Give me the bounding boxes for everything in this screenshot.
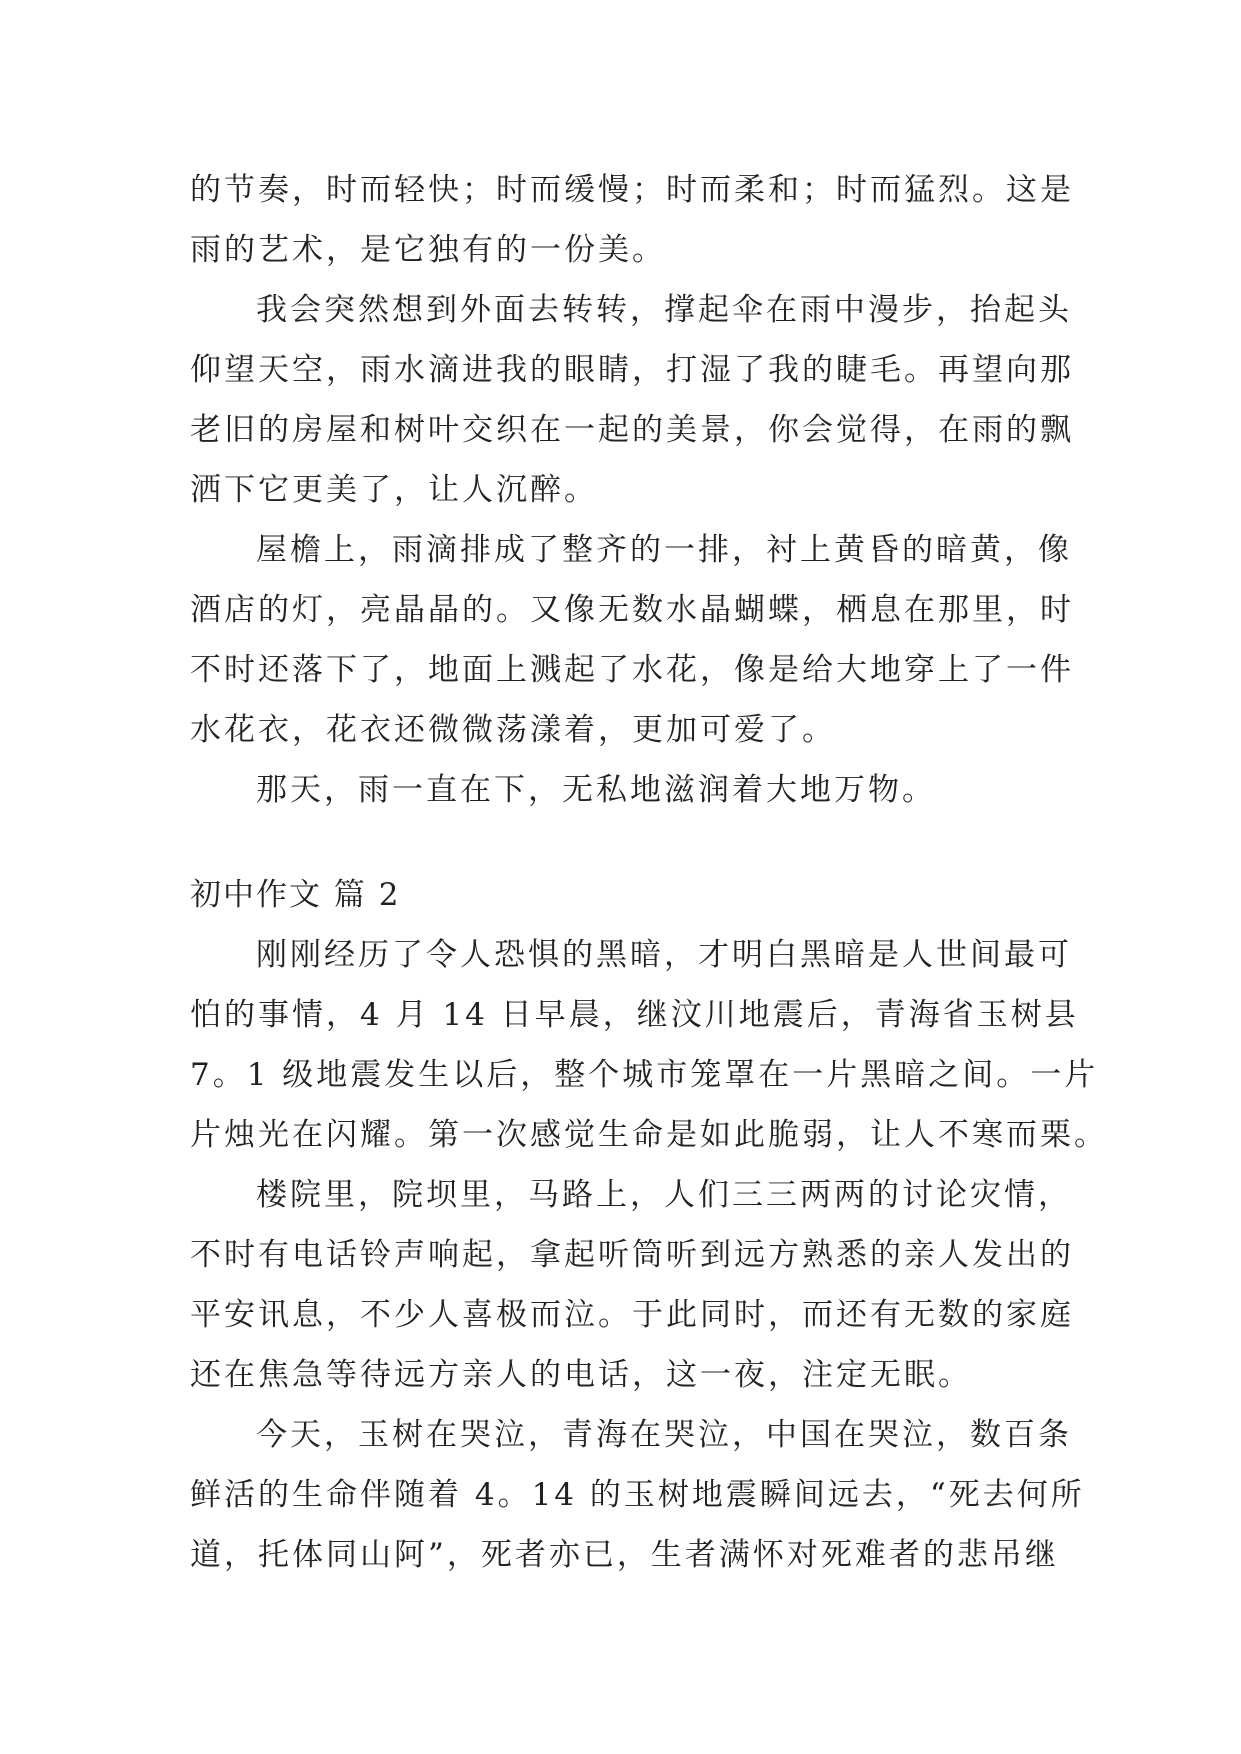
text-line: 洒下它更美了，让人沉醉。 <box>190 472 598 508</box>
text-line: 平安讯息，不少人喜极而泣。于此同时，而还有无数的家庭 <box>190 1297 1074 1333</box>
paragraph <box>190 760 1050 820</box>
section-gap <box>190 820 1050 865</box>
text-line: 那天，雨一直在下，无私地滋润着大地万物。 <box>256 772 936 808</box>
section-1 <box>190 160 1074 820</box>
text-line: 水花衣，花衣还微微荡漾着，更加可爱了。 <box>190 712 836 748</box>
document-body <box>190 160 1108 1585</box>
text-line: 今天，玉树在哭泣，青海在哭泣，中国在哭泣，数百条 <box>256 1417 1072 1453</box>
text-line: 的节奏，时而轻快；时而缓慢；时而柔和；时而猛烈。这是 <box>190 172 1074 208</box>
text-line: 怕的事情，4 月 14 日早晨，继汶川地震后，青海省玉树县 <box>190 997 1079 1033</box>
text-line: 我会突然想到外面去转转，撑起伞在雨中漫步，抬起头 <box>256 292 1072 328</box>
text-line: 屋檐上，雨滴排成了整齐的一排，衬上黄昏的暗黄，像 <box>256 532 1072 568</box>
text-line: 刚刚经历了令人恐惧的黑暗，才明白黑暗是人世间最可 <box>256 937 1072 973</box>
text-line: 楼院里，院坝里，马路上，人们三三两两的讨论灾情， <box>256 1177 1072 1213</box>
paragraph <box>190 160 1074 280</box>
section-heading: 初中作文 篇 2 <box>190 877 401 913</box>
paragraph <box>190 925 1108 1165</box>
text-line: 鲜活的生命伴随着 4。14 的玉树地震瞬间远去，“死去何所 <box>190 1477 1085 1513</box>
paragraph <box>190 1165 1074 1405</box>
text-line: 不时有电话铃声响起，拿起听筒听到远方熟悉的亲人发出的 <box>190 1237 1074 1273</box>
text-line: 还在焦急等待远方亲人的电话，这一夜，注定无眠。 <box>190 1357 972 1393</box>
text-line: 道，托体同山阿”，死者亦已，生者满怀对死难者的悲吊继 <box>190 1537 1059 1573</box>
section-2 <box>190 865 1108 1585</box>
text-line: 片烛光在闪耀。第一次感觉生命是如此脆弱，让人不寒而栗。 <box>190 1117 1108 1153</box>
paragraph <box>190 280 1074 520</box>
text-line: 7。1 级地震发生以后，整个城市笼罩在一片黑暗之间。一片 <box>190 1057 1099 1093</box>
paragraph <box>190 1405 1085 1585</box>
text-line: 酒店的灯，亮晶晶的。又像无数水晶蝴蝶，栖息在那里，时 <box>190 592 1074 628</box>
paragraph <box>190 520 1074 760</box>
text-line: 不时还落下了，地面上溅起了水花，像是给大地穿上了一件 <box>190 652 1074 688</box>
text-line: 老旧的房屋和树叶交织在一起的美景，你会觉得，在雨的飘 <box>190 412 1074 448</box>
text-line: 仰望天空，雨水滴进我的眼睛，打湿了我的睫毛。再望向那 <box>190 352 1074 388</box>
text-line: 雨的艺术，是它独有的一份美。 <box>190 232 666 268</box>
